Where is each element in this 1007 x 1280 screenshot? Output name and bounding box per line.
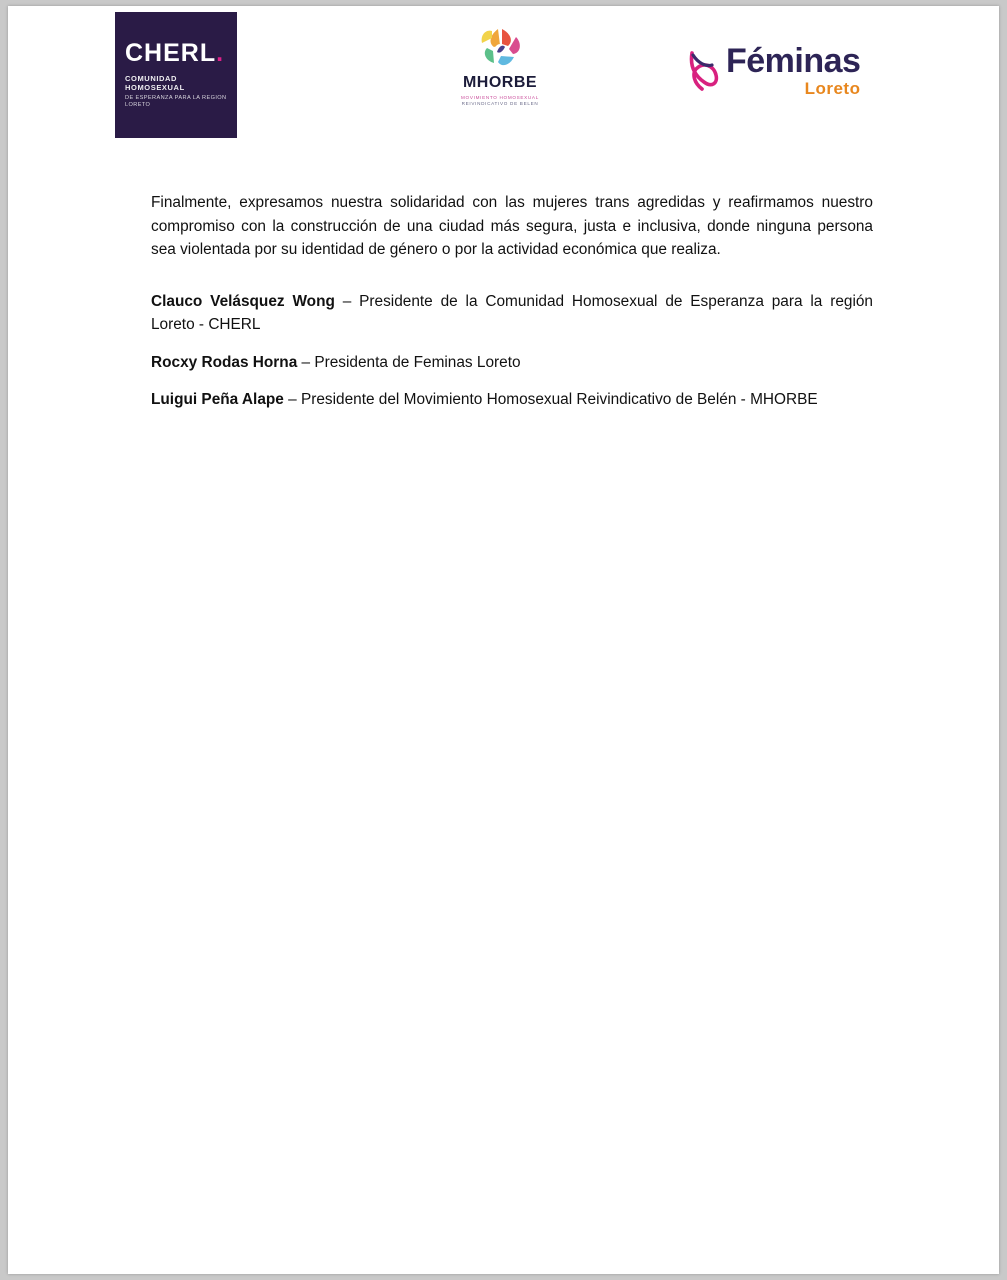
signatory-role: – Presidente de la Comunidad Homosexual de Esperanza para la región Loreto - CHERL [151, 292, 873, 334]
mhorbe-tagline-2: REIVINDICATIVO DE BELEN [461, 101, 539, 106]
mhorbe-tagline-1: MOVIMIENTO HOMOSEXUAL [461, 95, 539, 100]
feminas-wordmark [726, 44, 860, 97]
document-body [151, 191, 873, 426]
signature-line [151, 351, 873, 375]
signatory-name: Clauco Velásquez Wong [151, 292, 335, 310]
logo-header [8, 6, 999, 146]
cherl-subtitle-line1: COMUNIDAD HOMOSEXUAL [125, 73, 185, 93]
cherl-wordmark-text: CHERL [125, 38, 217, 67]
signature-line [151, 290, 873, 337]
signatory-name: Rocxy Rodas Horna [151, 353, 298, 371]
signature-line [151, 388, 873, 412]
mhorbe-logo [440, 28, 560, 106]
signatory-name: Luigui Peña Alape [151, 391, 284, 409]
signatory-role: – Presidenta de Feminas Loreto [297, 353, 521, 371]
cherl-wordmark [125, 38, 225, 67]
cherl-logo [115, 12, 237, 138]
mhorbe-wordmark: MHORBE [462, 74, 538, 91]
mhorbe-burst-icon [465, 28, 535, 70]
feminas-logo [688, 44, 860, 97]
feminas-ribbon-icon [688, 49, 722, 93]
cherl-subtitle-line2: DE ESPERANZA PARA LA REGION LORETO [125, 94, 227, 108]
document-page [8, 6, 999, 1274]
feminas-name: Féminas [726, 42, 861, 80]
closing-paragraph: Finalmente, expresamos nuestra solidaridad con las mujeres trans agredidas y reafirmamos nuestro compromiso con la construcción de una ciudad más segura, justa e inclusiva, donde ninguna persona sea violentada por su identidad de género o por la actividad económica que realiza. [151, 194, 873, 259]
cherl-wordmark-dot: . [216, 38, 225, 67]
feminas-region: Loreto [804, 79, 861, 98]
signatory-role: – Presidente del Movimiento Homosexual Reivindicativo de Belén - MHORBE [283, 391, 818, 409]
